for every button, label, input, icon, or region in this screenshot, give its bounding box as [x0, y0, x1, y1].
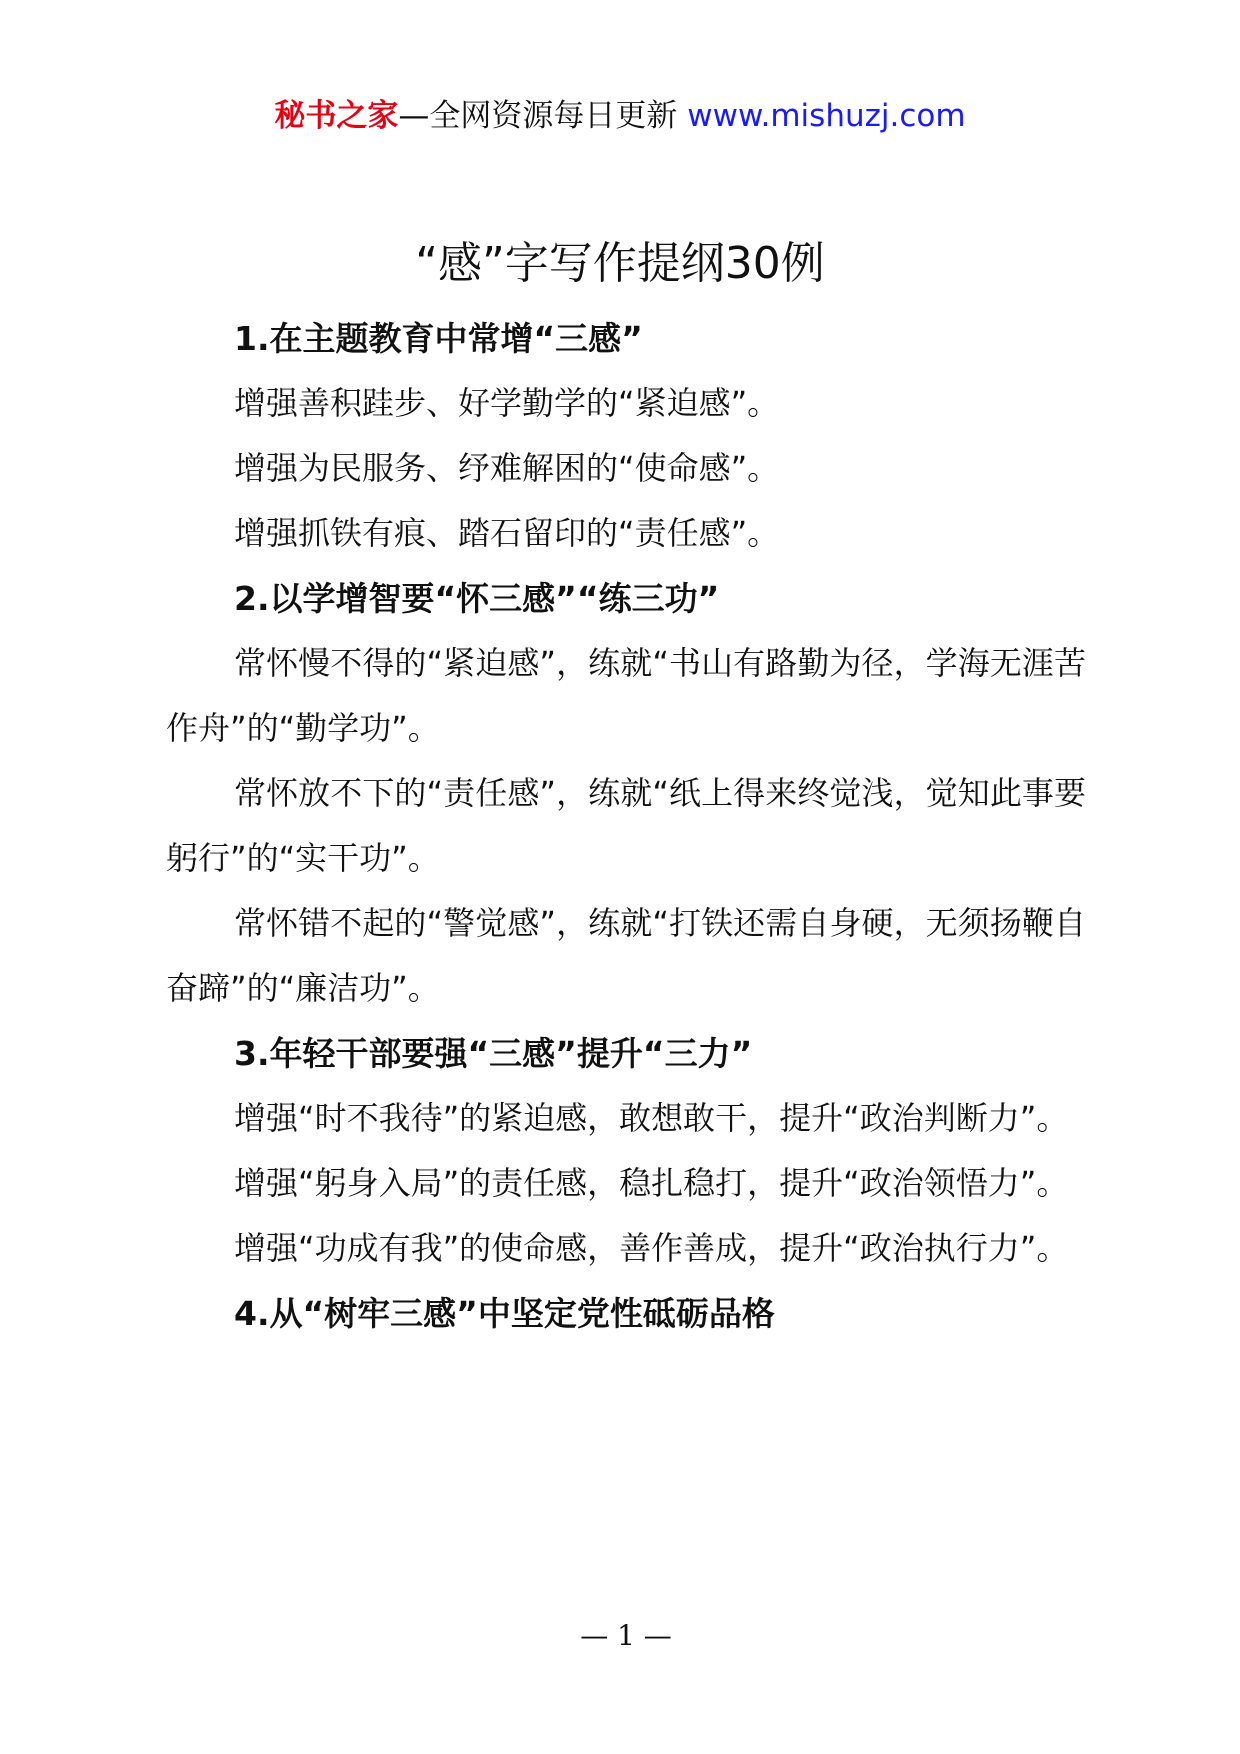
document-title: “感”字写作提纲30例	[415, 238, 825, 289]
section-heading: 3.年轻干部要强“三感”提升“三力”	[234, 1034, 753, 1073]
section-paragraph: 增强“躬身入局”的责任感，稳扎稳打，提升“政治领悟力”。	[234, 1164, 1069, 1202]
section-paragraph: 增强“功成有我”的使命感，善作善成，提升“政治执行力”。	[234, 1229, 1069, 1267]
site-brand: 秘书之家	[274, 98, 399, 134]
section-heading: 4.从“树牢三感”中坚定党性砥砺品格	[234, 1294, 775, 1333]
section-paragraph: 增强善积跬步、好学勤学的“紧迫感”。	[234, 384, 780, 422]
section-paragraph: 常怀错不起的“警觉感”，练就“打铁还需自身硬，无须扬鞭自奋蹄”的“廉洁功”。	[166, 904, 1086, 1007]
site-url-link[interactable]: www.mishuzj.com	[687, 98, 966, 134]
section-4	[166, 1281, 1086, 1346]
section-paragraph: 常怀慢不得的“紧迫感”，练就“书山有路勤为径，学海无涯苦作舟”的“勤学功”。	[166, 644, 1086, 747]
section-heading: 2.以学增智要“怀三感”“练三功”	[234, 579, 720, 618]
section-3	[166, 1021, 1086, 1281]
site-slogan: —全网资源每日更新	[398, 98, 688, 134]
document-body	[166, 306, 1086, 1346]
section-paragraph: 增强为民服务、纾难解困的“使命感”。	[234, 449, 780, 487]
section-paragraph: 常怀放不下的“责任感”，练就“纸上得来终觉浅，觉知此事要躬行”的“实干功”。	[166, 774, 1086, 877]
site-header	[0, 96, 1240, 136]
section-heading: 1.在主题教育中常增“三感”	[234, 319, 643, 358]
section-paragraph: 增强“时不我待”的紧迫感，敢想敢干，提升“政治判断力”。	[234, 1099, 1069, 1137]
page-number: — 1 —	[580, 1619, 672, 1652]
section-paragraph: 增强抓铁有痕、踏石留印的“责任感”。	[234, 514, 780, 552]
section-2	[166, 566, 1086, 1021]
section-1	[166, 306, 1086, 566]
